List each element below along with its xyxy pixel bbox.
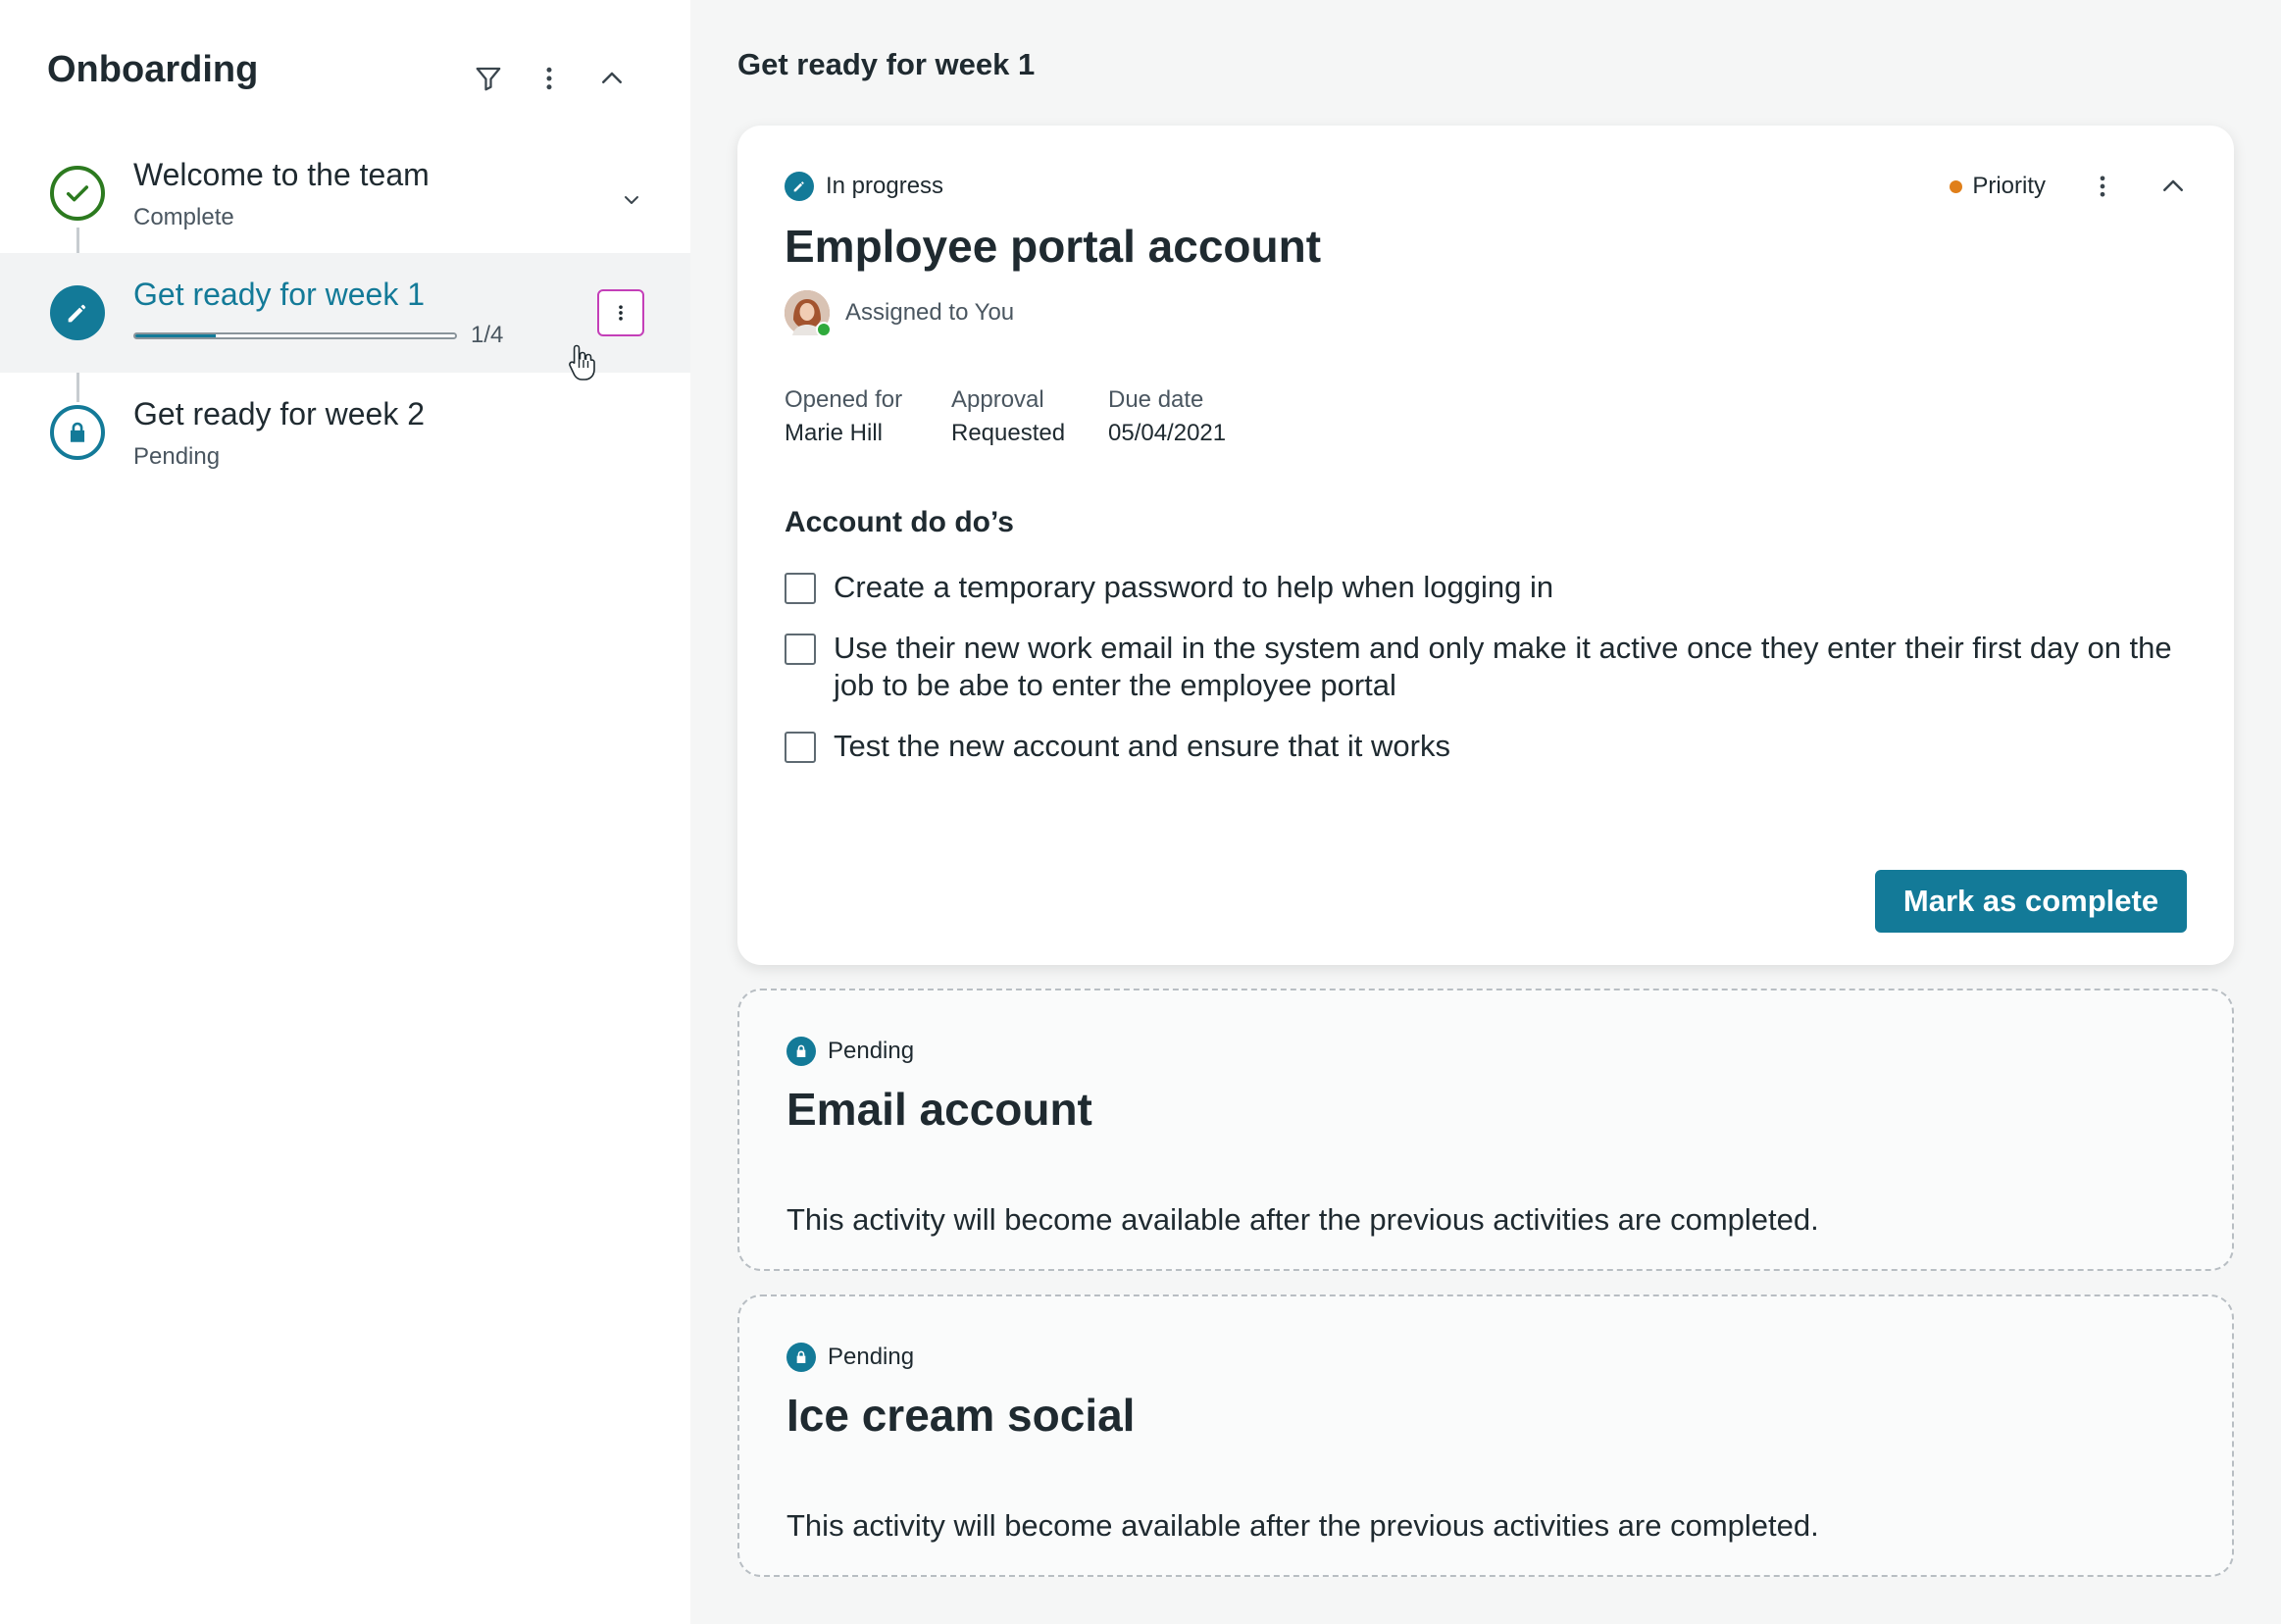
lock-icon bbox=[793, 1349, 809, 1365]
status-badge bbox=[786, 1342, 914, 1373]
checklist-checkbox[interactable] bbox=[785, 732, 816, 763]
locked-status-icon bbox=[786, 1037, 816, 1066]
hand-cursor-icon bbox=[567, 343, 598, 382]
meta-value: 05/04/2021 bbox=[1108, 420, 1227, 446]
meta-approval bbox=[951, 386, 1065, 447]
step-progress-label: 1/4 bbox=[471, 322, 504, 348]
sidebar bbox=[0, 0, 690, 1624]
sidebar-title: Onboarding bbox=[47, 49, 259, 90]
step-title: Welcome to the team bbox=[133, 157, 430, 192]
chevron-up-icon bbox=[597, 64, 627, 93]
checklist-heading: Account do do’s bbox=[785, 506, 1014, 538]
meta-value: Requested bbox=[951, 420, 1066, 446]
checklist-checkbox[interactable] bbox=[785, 573, 816, 604]
step-status: Complete bbox=[133, 204, 234, 230]
step-status: Pending bbox=[133, 443, 221, 470]
step-progress-fill bbox=[135, 334, 216, 337]
activity-card-email-account bbox=[737, 989, 2234, 1271]
step-more-button[interactable] bbox=[597, 289, 644, 336]
filter-icon bbox=[474, 64, 503, 93]
locked-status-icon bbox=[50, 405, 105, 460]
more-vertical-icon bbox=[534, 64, 564, 93]
card-collapse-button[interactable] bbox=[2152, 165, 2195, 208]
online-status-icon bbox=[816, 322, 832, 337]
sidebar-step-week-2[interactable] bbox=[0, 373, 690, 492]
priority-label: Priority bbox=[1972, 173, 2046, 199]
card-more-button[interactable] bbox=[2081, 165, 2124, 208]
pencil-icon bbox=[64, 299, 91, 327]
sidebar-collapse-button[interactable] bbox=[586, 53, 637, 104]
pending-note: This activity will become available after the previous activities are completed. bbox=[786, 1508, 1819, 1543]
in-progress-status-icon bbox=[785, 172, 814, 201]
avatar bbox=[785, 290, 830, 335]
step-title: Get ready for week 2 bbox=[133, 396, 426, 431]
sidebar-step-welcome[interactable] bbox=[0, 147, 690, 253]
locked-status-icon bbox=[786, 1343, 816, 1372]
meta-value: Marie Hill bbox=[785, 420, 884, 446]
pending-note: This activity will become available after the previous activities are completed. bbox=[786, 1202, 1819, 1237]
chevron-down-icon bbox=[620, 188, 643, 212]
card-toolbar bbox=[1950, 165, 2195, 208]
checklist-item bbox=[785, 630, 2187, 704]
page-title: Get ready for week 1 bbox=[737, 47, 1036, 81]
assignee bbox=[785, 290, 1014, 335]
lock-icon bbox=[793, 1043, 809, 1059]
chevron-up-icon bbox=[2158, 172, 2188, 201]
checklist-checkbox[interactable] bbox=[785, 634, 816, 665]
expand-step-button[interactable] bbox=[608, 177, 655, 224]
checklist bbox=[785, 569, 2187, 788]
status-badge bbox=[785, 171, 943, 202]
step-title: Get ready for week 1 bbox=[133, 277, 426, 312]
priority-badge bbox=[1950, 173, 2046, 200]
meta-label: Approval bbox=[951, 386, 1044, 413]
status-label: In progress bbox=[826, 173, 944, 199]
check-icon bbox=[62, 178, 93, 209]
complete-status-icon bbox=[50, 166, 105, 221]
meta-label: Due date bbox=[1108, 386, 1204, 413]
checklist-item bbox=[785, 728, 2187, 765]
status-label: Pending bbox=[828, 1344, 915, 1370]
step-progress-bar bbox=[133, 332, 457, 339]
more-vertical-icon bbox=[2089, 173, 2116, 200]
activity-card-ice-cream-social bbox=[737, 1294, 2234, 1577]
lock-icon bbox=[65, 420, 90, 445]
sidebar-more-button[interactable] bbox=[524, 53, 575, 104]
pencil-icon bbox=[791, 178, 807, 194]
mark-as-complete-button[interactable]: Mark as complete bbox=[1875, 870, 2187, 933]
checklist-item bbox=[785, 569, 2187, 606]
priority-dot-icon bbox=[1950, 180, 1962, 193]
checklist-item-label: Test the new account and ensure that it works bbox=[834, 729, 1450, 763]
more-vertical-icon bbox=[611, 303, 631, 323]
checklist-item-label: Use their new work email in the system and only make it active once they enter their first day on the job to be abe to enter the employee portal bbox=[834, 631, 2172, 702]
card-title: Employee portal account bbox=[785, 221, 1322, 272]
activity-card-employee-portal bbox=[737, 126, 2234, 965]
status-label: Pending bbox=[828, 1038, 915, 1064]
filter-button[interactable] bbox=[463, 53, 514, 104]
sidebar-header bbox=[47, 43, 645, 114]
card-title: Ice cream social bbox=[786, 1390, 1136, 1441]
card-title: Email account bbox=[786, 1084, 1092, 1135]
checklist-item-label: Create a temporary password to help when logging in bbox=[834, 570, 1554, 604]
meta-due-date bbox=[1108, 386, 1226, 447]
in-progress-status-icon bbox=[50, 285, 105, 340]
status-badge bbox=[786, 1036, 914, 1067]
assignee-label: Assigned to You bbox=[845, 299, 1015, 326]
meta-label: Opened for bbox=[785, 386, 903, 413]
meta-opened-for bbox=[785, 386, 902, 447]
